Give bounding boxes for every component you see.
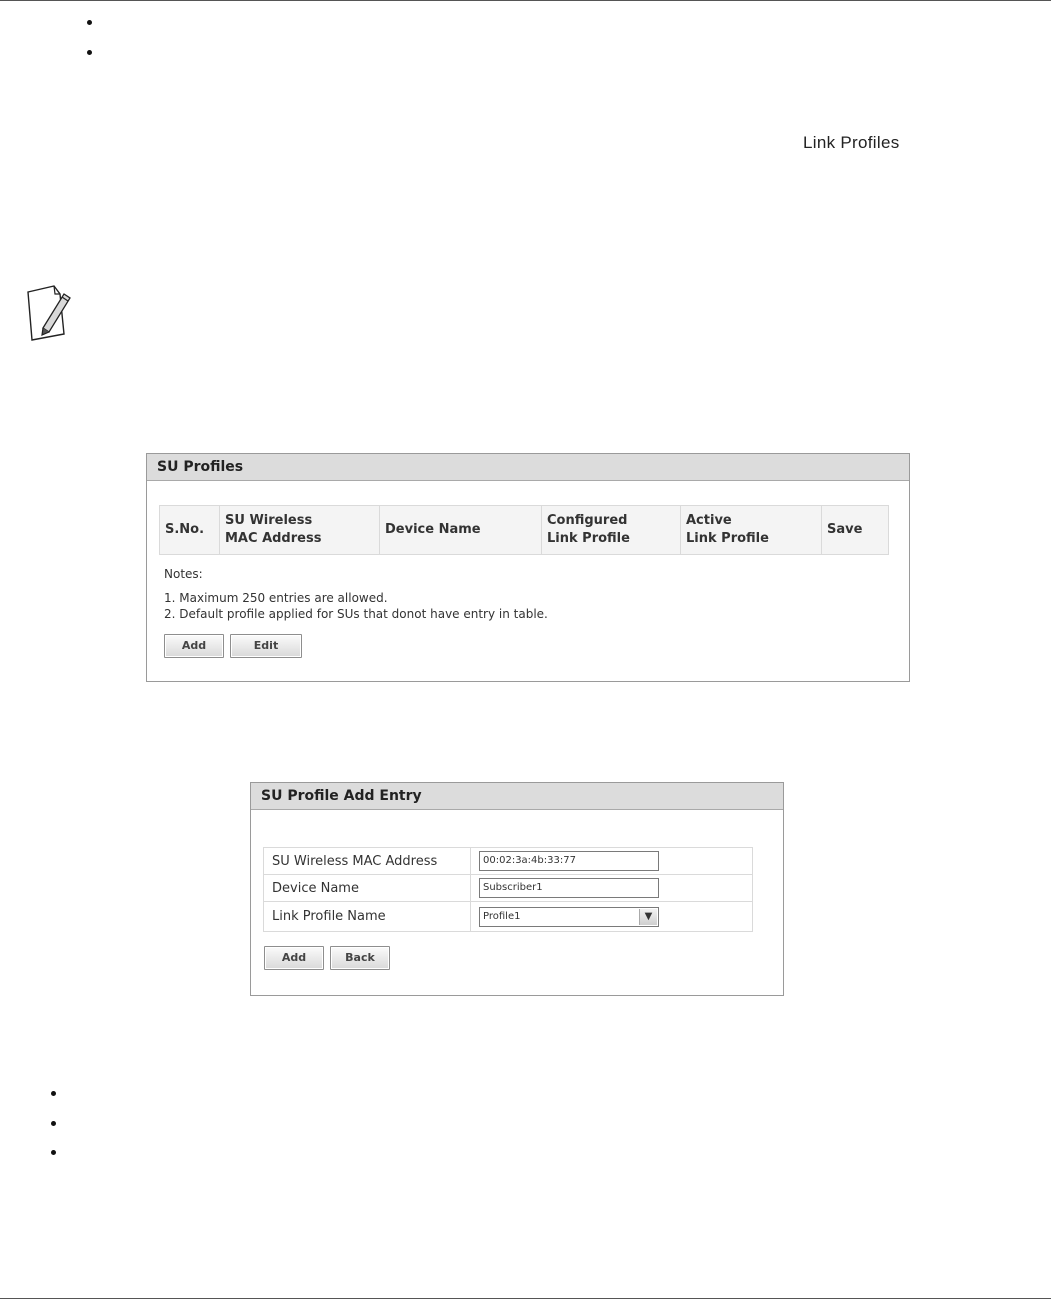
note-1: 1. Maximum 250 entries are allowed. (164, 591, 388, 605)
link-profile-select[interactable] (479, 907, 659, 927)
notes-title: Notes: (164, 567, 203, 581)
note-pencil-icon (24, 282, 74, 342)
bullet-4 (51, 1121, 56, 1126)
add-entry-title: SU Profile Add Entry (251, 783, 783, 810)
col-device-name: Device Name (380, 506, 542, 555)
edit-button[interactable]: Edit (230, 634, 302, 658)
mac-address-input[interactable]: 00:02:3a:4b:33:77 (479, 851, 659, 871)
bullet-1 (87, 20, 92, 25)
su-profiles-table (159, 505, 889, 555)
back-button[interactable]: Back (330, 946, 390, 970)
note-2: 2. Default profile applied for SUs that donot have entry in table. (164, 607, 548, 621)
link-profile-name-label: Link Profile Name (264, 902, 471, 932)
col-sno: S.No. (160, 506, 220, 555)
add-button[interactable]: Add (164, 634, 224, 658)
chevron-down-icon[interactable]: ▼ (639, 909, 657, 925)
device-name-label: Device Name (264, 875, 471, 902)
bottom-rule (0, 1298, 1051, 1299)
col-active-link-profile: Active Link Profile (681, 506, 822, 555)
top-rule (0, 0, 1051, 1)
link-profile-selected-value: Profile1 (483, 910, 521, 922)
su-profile-add-entry-panel (250, 782, 784, 996)
table-header-row (160, 506, 889, 555)
bullet-2 (87, 50, 92, 55)
link-profiles-label: Link Profiles (803, 133, 900, 152)
form-row-link-profile (264, 902, 753, 932)
su-profiles-title: SU Profiles (147, 454, 909, 481)
su-profiles-panel (146, 453, 910, 682)
bullet-3 (51, 1091, 56, 1096)
add-entry-add-button[interactable]: Add (264, 946, 324, 970)
form-row-mac (264, 848, 753, 875)
device-name-input[interactable]: Subscriber1 (479, 878, 659, 898)
bullet-5 (51, 1150, 56, 1155)
add-entry-form (263, 847, 753, 932)
col-configured-link-profile: Configured Link Profile (542, 506, 681, 555)
col-save: Save (822, 506, 889, 555)
col-mac-address: SU Wireless MAC Address (220, 506, 380, 555)
mac-address-label: SU Wireless MAC Address (264, 848, 471, 875)
form-row-device-name (264, 875, 753, 902)
